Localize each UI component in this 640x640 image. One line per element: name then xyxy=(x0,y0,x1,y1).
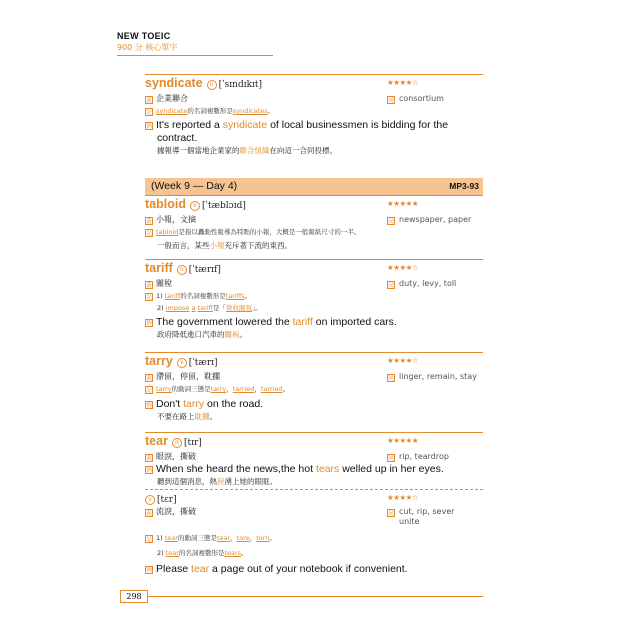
synonyms-text: duty, levy, toll xyxy=(399,279,457,288)
meaning-icon: 義 xyxy=(146,283,152,289)
example-pre: It's reported a xyxy=(156,119,223,131)
translation-post: 在向這一合同投標。 xyxy=(269,146,337,155)
translation-word: 淚 xyxy=(217,477,225,486)
note-line-1: 記 1) tariff的名詞複數形是tariffs。 xyxy=(146,292,252,301)
entry-tabloid xyxy=(145,196,483,252)
book-subtitle: 900 分 核心單字 xyxy=(117,43,178,52)
synonyms xyxy=(387,371,477,383)
note-end: 。 xyxy=(241,549,248,557)
note-line xyxy=(145,105,483,117)
example-post: of local businessmen is bidding for the xyxy=(267,119,449,131)
entry-tear-noun xyxy=(145,432,483,488)
note-form: tarried xyxy=(232,385,255,393)
note-line: 記 tarry的動詞三態是tarry，tarried，tarried。 xyxy=(146,385,290,394)
example-icon: 例 xyxy=(146,321,152,327)
pronunciation: [tɛr] xyxy=(157,495,177,505)
footer-rule xyxy=(148,596,483,597)
note-line-2: 2) tear的名詞複數形是tears。 xyxy=(157,549,248,557)
meaning: 眼淚，撕破 xyxy=(156,452,196,461)
translation-word: 小報 xyxy=(209,241,225,250)
translation-pre: 聽到這個消息，熱 xyxy=(157,477,217,486)
example-word: tear xyxy=(191,563,210,575)
note-form: tarried xyxy=(260,385,283,393)
page-number: 298 xyxy=(120,590,148,603)
headword xyxy=(145,491,177,505)
note-text: 的名詞複數形是 xyxy=(180,292,226,300)
synonym-icon: 同 xyxy=(388,456,394,462)
entry-tariff xyxy=(145,259,483,341)
headword xyxy=(145,434,202,448)
example-pre: Don't xyxy=(156,398,184,410)
synonyms xyxy=(387,506,454,518)
example-post: a page out of your notebook if convenient. xyxy=(209,563,408,575)
note-form: tear xyxy=(216,534,231,542)
example-pre: The government lowered the xyxy=(156,316,293,328)
meaning: 流淚，撕破 xyxy=(156,507,196,516)
note-form: torn xyxy=(256,534,270,542)
meaning-icon: 義 xyxy=(146,376,152,382)
pos-noun-icon: n xyxy=(207,80,217,90)
synonyms xyxy=(387,278,456,290)
example-sentence xyxy=(145,398,483,411)
pos-noun-icon: n xyxy=(177,265,187,275)
note-form: tariffs xyxy=(225,292,245,300)
note-line xyxy=(145,226,483,238)
example-continuation: contract. xyxy=(157,132,198,144)
pos-verb-icon: v xyxy=(177,358,187,368)
translation-word: 耽擱 xyxy=(194,412,210,421)
synonym-icon: 同 xyxy=(388,511,394,517)
headword xyxy=(145,354,218,368)
synonyms-text: rip, teardrop xyxy=(399,452,449,461)
note-line-2: 2) impose a tariff是「徵收關稅」。 xyxy=(157,304,262,312)
example-post: on the road. xyxy=(204,398,264,410)
synonyms-line-2 xyxy=(145,518,483,528)
entry-tear-verb xyxy=(145,489,483,576)
note-end: 。 xyxy=(244,292,252,300)
example-word: syndicate xyxy=(222,119,268,131)
example-post: on imported cars. xyxy=(312,316,397,328)
synonyms-text: consortium xyxy=(399,94,444,103)
translation xyxy=(157,476,483,488)
meaning-line xyxy=(145,506,483,518)
synonyms-text: newspaper, paper xyxy=(399,215,472,224)
synonyms xyxy=(387,214,471,226)
rating-stars: ★★★★☆ xyxy=(387,263,419,272)
headword-text: tear xyxy=(145,434,168,448)
synonyms-text: unite xyxy=(399,517,420,526)
example-icon: 例 xyxy=(146,403,152,409)
page-header xyxy=(117,31,287,56)
example-word: tariff xyxy=(292,316,313,328)
meaning-line xyxy=(145,93,483,105)
synonym-icon: 同 xyxy=(388,98,394,104)
meaning: 滯留，停留，耽擱 xyxy=(156,372,220,381)
pronunciation: [tɪr] xyxy=(183,438,202,448)
entry-syndicate xyxy=(145,74,483,157)
headword xyxy=(145,197,246,211)
note-end: 」。 xyxy=(252,304,262,312)
synonym-icon: 同 xyxy=(388,283,394,289)
note-line-1: 記 1) tear的動詞三態是tear，tore，torn。 xyxy=(146,534,276,543)
synonym-icon: 同 xyxy=(388,219,394,225)
note-form: syndicates xyxy=(232,107,268,115)
meaning: 小報，文摘 xyxy=(156,215,196,224)
note-text: 的動詞三態是 xyxy=(171,385,211,393)
entry-tarry xyxy=(145,352,483,423)
meaning-icon: 義 xyxy=(146,219,152,225)
meaning-line xyxy=(145,214,483,226)
headword-text: syndicate xyxy=(145,76,203,90)
note-icon: 記 xyxy=(146,110,152,116)
note-icon: 記 xyxy=(146,295,152,301)
headword-text: tabloid xyxy=(145,197,186,211)
example-icon: 例 xyxy=(146,124,152,130)
note-form: tears xyxy=(224,549,242,557)
example-post: welled up in her eyes. xyxy=(339,463,444,475)
pos-verb-icon: v xyxy=(145,495,155,505)
translation-post: 。 xyxy=(239,330,247,339)
meaning: 企業聯合 xyxy=(156,94,188,103)
note-word: tarry xyxy=(156,385,172,393)
translation xyxy=(157,145,483,157)
note-form: tore xyxy=(236,534,250,542)
headword xyxy=(145,76,262,90)
example-icon: 例 xyxy=(146,568,152,574)
headword-text: tariff xyxy=(145,261,173,275)
note-word: syndicate xyxy=(156,107,188,115)
translation-post: 。 xyxy=(209,412,217,421)
note-word: tear xyxy=(164,534,178,542)
translation xyxy=(157,411,483,423)
example-pre: When she heard the news,the hot xyxy=(156,463,316,475)
translation-pre: 據報導一個當地企業家的 xyxy=(157,146,240,155)
meaning-icon: 義 xyxy=(146,98,152,104)
note-word: tabloid xyxy=(156,228,179,236)
example-sentence xyxy=(145,463,483,476)
note-text: 的名詞複數形是 xyxy=(187,107,233,115)
synonyms xyxy=(387,451,449,463)
pronunciation: [ˈtærɪf] xyxy=(188,265,221,275)
meaning-line xyxy=(145,371,483,383)
translation-word: 關稅 xyxy=(224,330,240,339)
pronunciation: [ˈsɪndɪkɪt] xyxy=(218,80,263,90)
meaning-line xyxy=(145,451,483,463)
meaning-icon: 義 xyxy=(146,456,152,462)
pronunciation: [ˈtærɪ] xyxy=(188,358,218,368)
note-phrase-part: tariff xyxy=(197,304,214,312)
translation-word: 聯合組織 xyxy=(239,146,270,155)
synonyms-text: linger, remain, stay xyxy=(399,372,477,381)
example-sentence xyxy=(145,563,483,576)
note-form: tarry xyxy=(210,385,227,393)
note-text: 是指以轟動性報導為特點的小報，大概是一般報紙尺寸的一半。 xyxy=(178,228,361,236)
note-text: 的名詞複數形是 xyxy=(178,549,225,557)
translation-pre: 政府降低進口汽車的 xyxy=(157,330,225,339)
example-icon: 例 xyxy=(146,468,152,474)
rating-stars: ★★★★★ xyxy=(387,199,419,208)
headword xyxy=(145,261,221,275)
example-sentence xyxy=(145,119,483,132)
note-phrase-meaning: 徵收關稅 xyxy=(226,304,253,312)
note-word: tear xyxy=(165,549,179,557)
translation-post: 充斥著下流的東西。 xyxy=(224,241,292,250)
translation-pre: 不要在路上 xyxy=(157,412,195,421)
translation xyxy=(157,329,483,341)
note-icon: 記 xyxy=(146,231,152,237)
translation xyxy=(157,240,483,252)
pos-noun-icon: n xyxy=(190,201,200,211)
week-label: (Week 9 — Day 4) xyxy=(151,180,238,192)
rating-stars: ★★★★☆ xyxy=(387,78,419,87)
translation-pre: 一般而言，某些 xyxy=(157,241,210,250)
headword-text: tarry xyxy=(145,354,173,368)
note-icon: 記 xyxy=(146,388,152,394)
pos-noun-icon: n xyxy=(172,438,182,448)
note-end: 。 xyxy=(282,385,290,393)
rating-stars: ★★★★☆ xyxy=(387,493,419,502)
week-bar xyxy=(145,178,483,196)
synonym-icon: 同 xyxy=(388,376,394,382)
translation-post: 湧上她的眼眶。 xyxy=(224,477,277,486)
note-icon: 記 xyxy=(146,537,152,543)
meaning-icon: 義 xyxy=(146,511,152,517)
book-title: NEW TOEIC xyxy=(117,31,171,41)
pronunciation: [ˈtæblɔɪd] xyxy=(201,201,246,211)
rating-stars: ★★★★★ xyxy=(387,436,419,445)
note-text: 是「 xyxy=(213,304,227,312)
note-end: 。 xyxy=(269,534,276,542)
example-sentence xyxy=(145,316,483,329)
note-phrase-part: impose xyxy=(165,304,190,312)
header-rule xyxy=(117,55,273,56)
synonyms-text: cut, rip, sever xyxy=(399,507,455,516)
meaning-line xyxy=(145,278,483,290)
note-word: tariff xyxy=(164,292,181,300)
note-text: 的動詞三態是 xyxy=(177,534,217,542)
example-word: tarry xyxy=(183,398,205,410)
example-pre: Please xyxy=(156,563,192,575)
note-phrase-part: a xyxy=(191,304,196,312)
example-word: tears xyxy=(315,463,340,475)
rating-stars: ★★★★☆ xyxy=(387,356,419,365)
meaning: 關稅 xyxy=(156,279,172,288)
synonyms xyxy=(387,93,444,105)
note-end: 。 xyxy=(267,107,275,115)
audio-track[interactable]: MP3-93 xyxy=(449,181,479,191)
